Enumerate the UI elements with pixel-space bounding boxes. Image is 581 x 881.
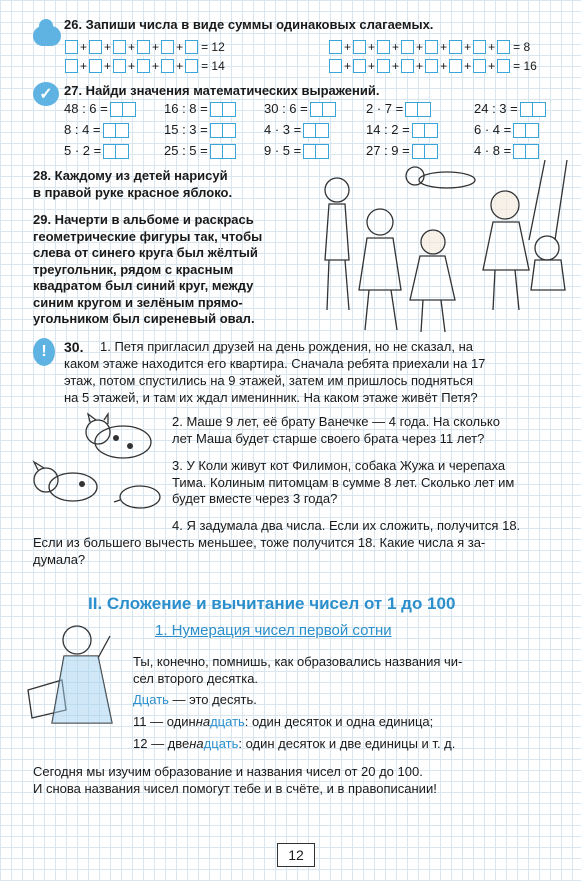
ex30-p2-line: лет Маша будет старше своего брата через 11 лет? — [172, 430, 485, 446]
checkmark-icon: ✓ — [33, 82, 59, 106]
ex29-line: угольником был сиреневый овал. — [33, 311, 255, 326]
answer-box[interactable] — [401, 40, 414, 54]
section-title: II. Сложение и вычитание чисел от 1 до 100 — [88, 594, 456, 613]
ex28-text — [33, 168, 232, 201]
expression — [64, 143, 129, 159]
ex29-line: слева от синего круга был жёлтый — [33, 245, 258, 260]
expression-text: 14 : 2 = — [366, 122, 410, 137]
plus-sign: + — [368, 58, 376, 73]
expression-text: 25 : 5 = — [164, 143, 208, 158]
answer-box[interactable] — [89, 59, 102, 73]
expression-text: 2 · 7 = — [366, 101, 404, 116]
sum-result: = 8 — [513, 39, 531, 54]
pets-illustration — [28, 412, 168, 517]
ex28-line: в правой руке красное яблоко. — [33, 184, 233, 200]
answer-box[interactable] — [210, 123, 236, 138]
expression — [64, 122, 129, 138]
answer-box[interactable] — [449, 59, 462, 73]
plus-sign: + — [80, 58, 88, 73]
ex30-p4-line2: Если из большего вычесть меньшее, тоже получится 18. Какие числа я за- — [33, 535, 486, 550]
dcat-rest: — это десять. — [168, 692, 257, 707]
ex30-p1-line3: этаж, потом спустились на 9 этажей, затем им пришлось подняться — [64, 373, 474, 388]
answer-box[interactable] — [137, 59, 150, 73]
line-11-start: 11 — один — [133, 714, 196, 729]
ex27-title: 27. Найди значения математических выражений. — [64, 83, 380, 98]
line-11-na: на — [195, 714, 211, 729]
plus-sign: + — [80, 39, 88, 54]
answer-box[interactable] — [497, 40, 510, 54]
answer-box[interactable] — [425, 40, 438, 54]
answer-box[interactable] — [520, 102, 546, 117]
answer-box[interactable] — [185, 40, 198, 54]
plus-sign: + — [176, 39, 184, 54]
expression — [366, 101, 431, 117]
answer-box[interactable] — [161, 40, 174, 54]
plus-sign: + — [104, 39, 112, 54]
answer-box[interactable] — [310, 102, 336, 117]
answer-box[interactable] — [137, 40, 150, 54]
answer-box[interactable] — [65, 40, 78, 54]
ex30-p3 — [172, 458, 514, 508]
ex29-line: геометрические фигуры так, чтобы — [33, 228, 263, 244]
plus-sign: + — [152, 39, 160, 54]
ex30-p1-line1: 1. Петя пригласил друзей на день рождения, но не сказал, на — [100, 339, 473, 354]
sum-result: = 14 — [201, 58, 225, 73]
plus-sign: + — [464, 39, 472, 54]
expression — [264, 101, 336, 117]
answer-box[interactable] — [425, 59, 438, 73]
ex30-p3-line: 3. У Коли живут кот Филимон, собака Жужа и черепаха — [172, 458, 506, 473]
ex26-row-4 — [328, 57, 538, 75]
answer-box[interactable] — [405, 102, 431, 117]
line-12-start: 12 — две — [133, 736, 190, 751]
answer-box[interactable] — [113, 40, 126, 54]
expression — [474, 122, 539, 138]
plus-sign: + — [128, 58, 136, 73]
plus-sign: + — [392, 58, 400, 73]
outro-line: И снова названия чисел помогут тебе и в счёте, и в правописании! — [33, 780, 437, 796]
sum-result: = 16 — [513, 58, 537, 73]
answer-box[interactable] — [513, 123, 539, 138]
intro-text — [133, 654, 462, 687]
answer-box[interactable] — [412, 144, 438, 159]
plus-sign: + — [344, 39, 352, 54]
expression — [164, 101, 236, 117]
line-11-rest: : один десяток и одна единица; — [244, 714, 434, 729]
intro-line: Ты, конечно, помнишь, как образовались названия чи- — [133, 654, 463, 669]
ex29-text — [33, 212, 262, 328]
ex29-line: треугольник, рядом с красным — [33, 261, 234, 277]
expression — [264, 143, 329, 159]
expression — [474, 143, 539, 159]
ex30-number: 30. — [64, 339, 84, 355]
ex30-p3-line: Тима. Колиным питомцам в сумме 8 лет. Сколько лет им — [172, 474, 515, 490]
answer-box[interactable] — [401, 59, 414, 73]
answer-box[interactable] — [497, 59, 510, 73]
ex30-p2-line: 2. Маше 9 лет, её брату Ванечке — 4 года. На сколько — [172, 414, 500, 429]
expression-text: 15 : 3 = — [164, 122, 208, 137]
answer-box[interactable] — [377, 59, 390, 73]
expression-text: 24 : 3 = — [474, 101, 518, 116]
ex30-p4-line3: думала? — [33, 552, 86, 567]
dcat-line — [133, 692, 257, 709]
expression — [366, 143, 438, 159]
page-number: 12 — [277, 843, 315, 867]
ex30-p1-line2: каком этаже находится его квартира. Сначала ребята приехали на 17 — [64, 356, 486, 371]
answer-box[interactable] — [449, 40, 462, 54]
ex30-p1-line4: на 5 этажей, и там их ждал именинник. На каком этаже живёт Петя? — [64, 390, 478, 405]
expression-text: 30 : 6 = — [264, 101, 308, 116]
dcat-word: Дцать — [133, 692, 169, 707]
outro-line: Сегодня мы изучим образование и названия чисел от 20 до 100. — [33, 764, 423, 779]
expression-text: 16 : 8 = — [164, 101, 208, 116]
plus-sign: + — [344, 58, 352, 73]
expression-text: 27 : 9 = — [366, 143, 410, 158]
answer-box[interactable] — [329, 40, 342, 54]
sum-result: = 12 — [201, 39, 225, 54]
children-illustration — [315, 160, 575, 340]
answer-box[interactable] — [89, 40, 102, 54]
answer-box[interactable] — [110, 102, 136, 117]
plus-sign: + — [416, 58, 424, 73]
expression — [64, 101, 136, 117]
answer-box[interactable] — [65, 59, 78, 73]
intro-line: сел второго десятка. — [133, 670, 259, 686]
ex26-row-3 — [64, 57, 226, 75]
line-12-na: на — [189, 736, 204, 751]
answer-box[interactable] — [353, 40, 366, 54]
expression-text: 5 · 2 = — [64, 143, 102, 158]
ex29-line: квадратом был синий круг, между — [33, 278, 254, 293]
answer-box[interactable] — [473, 40, 486, 54]
expression — [164, 122, 236, 138]
answer-box[interactable] — [210, 102, 236, 117]
ex26-row-2 — [328, 38, 531, 56]
line-12-dcat: дцать — [203, 736, 239, 751]
answer-box[interactable] — [329, 59, 342, 73]
answer-box[interactable] — [103, 123, 129, 138]
answer-box[interactable] — [303, 123, 329, 138]
ex30-p4-line1: 4. Я задумала два числа. Если их сложить, получится 18. — [172, 518, 521, 533]
plus-sign: + — [464, 58, 472, 73]
ex28-line: 28. Каждому из детей нарисуй — [33, 168, 228, 183]
line-11 — [133, 714, 433, 731]
outro-text — [33, 764, 437, 797]
answer-box[interactable] — [377, 40, 390, 54]
answer-box[interactable] — [103, 144, 129, 159]
expression-text: 6 · 4 = — [474, 122, 512, 137]
plus-sign: + — [488, 39, 496, 54]
expression — [164, 143, 236, 159]
answer-box[interactable] — [473, 59, 486, 73]
answer-box[interactable] — [412, 123, 438, 138]
ex26-row-1 — [64, 38, 226, 56]
ex30-p2 — [172, 414, 500, 447]
line-11-dcat: дцать — [210, 714, 245, 729]
expression-text: 4 · 3 = — [264, 122, 302, 137]
teacher-illustration — [22, 618, 122, 728]
plus-sign: + — [440, 58, 448, 73]
section-subtitle: 1. Нумерация чисел первой сотни — [155, 622, 392, 639]
plus-sign: + — [440, 39, 448, 54]
answer-box[interactable] — [353, 59, 366, 73]
ex29-line: 29. Начерти в альбоме и раскрась — [33, 212, 254, 227]
plus-sign: + — [176, 58, 184, 73]
cloud-icon — [33, 26, 61, 46]
plus-sign: + — [128, 39, 136, 54]
plus-sign: + — [416, 39, 424, 54]
plus-sign: + — [152, 58, 160, 73]
line-12-rest: : один десяток и две единицы и т. д. — [238, 736, 456, 751]
expression-text: 4 · 8 = — [474, 143, 512, 158]
plus-sign: + — [104, 58, 112, 73]
line-12 — [133, 736, 455, 753]
answer-box[interactable] — [113, 59, 126, 73]
answer-box[interactable] — [210, 144, 236, 159]
expression — [366, 122, 438, 138]
plus-sign: + — [488, 58, 496, 73]
answer-box[interactable] — [303, 144, 329, 159]
ex29-line: синим кругом и зелёным прямо- — [33, 294, 243, 310]
plus-sign: + — [392, 39, 400, 54]
plus-sign: + — [368, 39, 376, 54]
expression-text: 48 : 6 = — [64, 101, 108, 116]
exclamation-icon: ! — [33, 338, 55, 366]
expression — [264, 122, 329, 138]
expression — [474, 101, 546, 117]
ex30-p3-line: будет вместе через 3 года? — [172, 491, 338, 506]
answer-box[interactable] — [513, 144, 539, 159]
expression-text: 9 · 5 = — [264, 143, 302, 158]
ex26-title: 26. Запиши числа в виде суммы одинаковых слагаемых. — [64, 17, 434, 32]
expression-text: 8 : 4 = — [64, 122, 101, 137]
answer-box[interactable] — [161, 59, 174, 73]
answer-box[interactable] — [185, 59, 198, 73]
